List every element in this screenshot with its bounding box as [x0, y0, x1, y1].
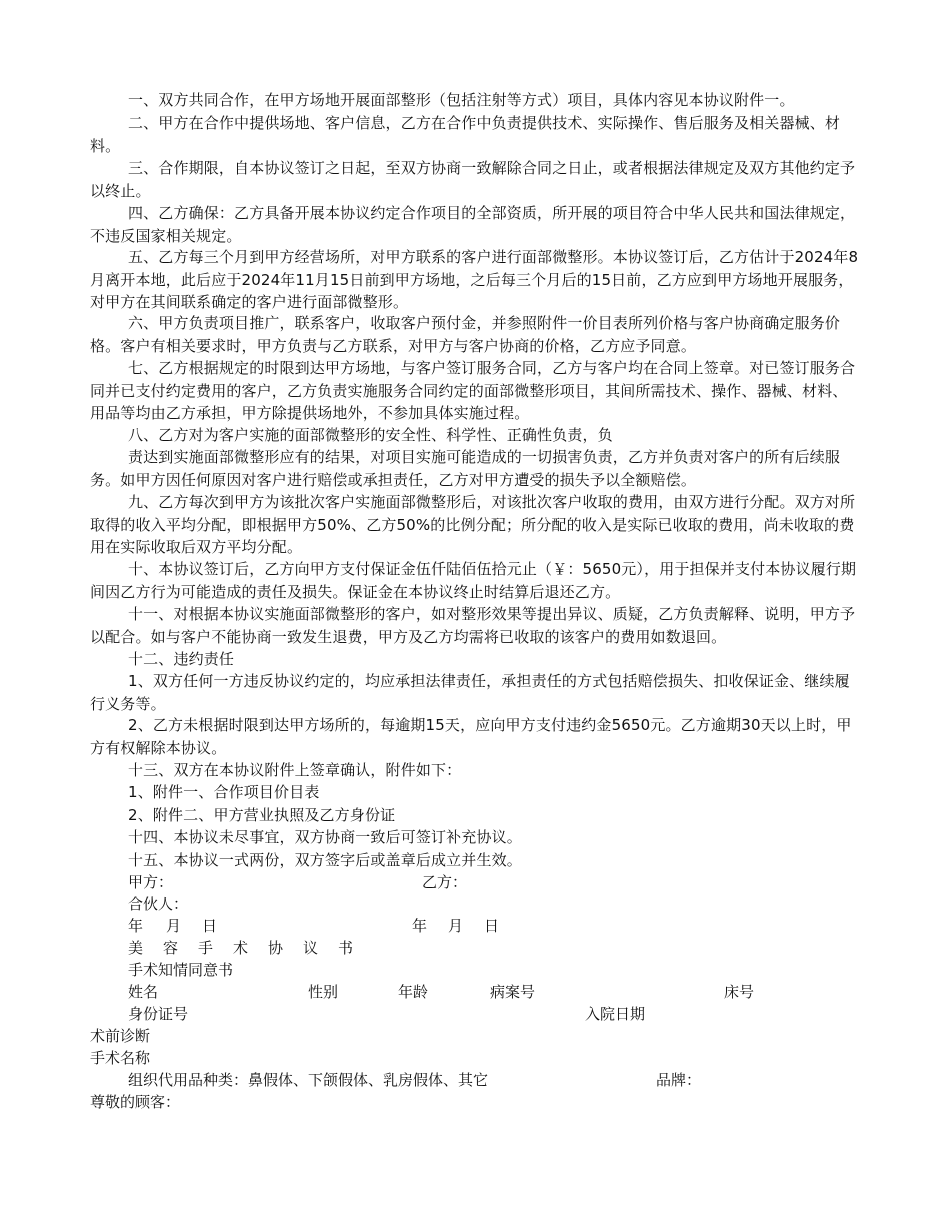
clause-14: 十四、本协议未尽事宜，双方协商一致后可签订补充协议。: [128, 828, 522, 846]
form-title: 美容手术协议书: [128, 939, 374, 957]
date-day-a: 日: [202, 917, 218, 935]
clause-13: 十三、双方在本协议附件上签章确认，附件如下：: [128, 761, 462, 779]
clause-12-heading: 十二、违约责任: [128, 650, 235, 668]
field-surgery-label: 手术名称: [90, 1049, 151, 1067]
field-name-label: 姓名: [128, 983, 159, 1001]
clause-10: 十、本协议签订后，乙方向甲方支付保证金伍仟陆佰伍拾元止（￥：5650元），用于担保并支付本协议履行期间因乙方行为可能造成的责任及损失。保证金在本协议终止时结算后退还乙方。: [90, 560, 857, 601]
field-case-label: 病案号: [490, 983, 536, 1001]
clause-12-2: 2、乙方未根据时限到达甲方场所的，每逾期15天，应向甲方支付违约金5650元。乙方逾期30天以上时，甲方有权解除本协议。: [90, 716, 852, 757]
clause-11: 十一、对根据本协议实施面部微整形的客户，如对整形效果等提出异议、质疑，乙方负责解释、说明，甲方予以配合。如与客户不能协商一致发生退费，甲方及乙方均需将已收取的该客户的费用如数退回。: [90, 605, 856, 646]
date-year-b: 年: [412, 917, 428, 935]
clause-9: 九、乙方每次到甲方为该批次客户实施面部微整形后，对该批次客户收取的费用，由双方进行分配。双方对所取得的收入平均分配，即根据甲方50%、乙方50%的比例分配；所分配的收入是实际已收取的费用，尚未收取的费用在实际收取后双方平均分配。: [90, 493, 856, 557]
partner-label: 合伙人：: [128, 895, 189, 913]
party-a-label: 甲方：: [128, 873, 174, 891]
date-year-a: 年: [128, 917, 144, 935]
clause-5: 五、乙方每三个月到甲方经营场所，对甲方联系的客户进行面部微整形。本协议签订后，乙方估计于2024年8月离开本地，此后应于2024年11月15日前到甲方场地，之后每三个月后的15日前，乙方应到甲方场地开展服务，对甲方在其间联系确定的客户进行面部微整形。: [90, 248, 859, 312]
brand-label: 品牌：: [656, 1071, 702, 1089]
implant-types: 组织代用品种类：鼻假体、下颌假体、乳房假体、其它: [128, 1071, 489, 1089]
clause-7: 七、乙方根据规定的时限到达甲方场地，与客户签订服务合同，乙方与客户均在合同上签章。对已签订服务合同并已支付约定费用的客户，乙方负责实施服务合同约定的面部微整形项目，其间所需技术、操作、器械、材料、用品等均由乙方承担，甲方除提供场地外，不参加具体实施过程。: [90, 359, 856, 423]
field-id-label: 身份证号: [128, 1005, 189, 1023]
party-b-label: 乙方：: [422, 873, 468, 891]
consent-title: 手术知情同意书: [128, 961, 234, 979]
clause-8: 八、乙方对为客户实施的面部微整形的安全性、科学性、正确性负责，负: [128, 426, 613, 444]
clause-15: 十五、本协议一式两份，双方签字后或盖章后成立并生效。: [128, 851, 522, 869]
field-diagnosis-label: 术前诊断: [90, 1027, 151, 1045]
clause-12-1: 1、双方任何一方违反协议约定的，均应承担法律责任，承担责任的方式包括赔偿损失、扣收保证金、继续履行义务等。: [90, 672, 850, 713]
date-day-b: 日: [484, 917, 500, 935]
clause-4: 四、乙方确保：乙方具备开展本协议约定合作项目的全部资质，所开展的项目符合中华人民共和国法律规定，不违反国家相关规定。: [90, 204, 856, 245]
field-admit-label: 入院日期: [585, 1005, 646, 1023]
attachment-2: 2、附件二、甲方营业执照及乙方身份证: [128, 806, 396, 824]
clause-6: 六、甲方负责项目推广，联系客户，收取客户预付金，并参照附件一价目表所列价格与客户协商确定服务价格。客户有相关要求时，甲方负责与乙方联系，对甲方与客户协商的价格，乙方应予同意。: [90, 314, 841, 355]
clause-2: 二、甲方在合作中提供场地、客户信息，乙方在合作中负责提供技术、实际操作、售后服务及相关器械、材料。: [90, 114, 841, 155]
clause-3: 三、合作期限，自本协议签订之日起，至双方协商一致解除合同之日止，或者根据法律规定及双方其他约定予以终止。: [90, 159, 856, 200]
field-bed-label: 床号: [724, 983, 755, 1001]
greeting: 尊敬的顾客：: [90, 1093, 181, 1111]
date-month-a: 月: [166, 917, 182, 935]
field-age-label: 年龄: [398, 983, 429, 1001]
field-sex-label: 性别: [308, 983, 339, 1001]
date-month-b: 月: [448, 917, 464, 935]
attachment-1: 1、附件一、合作项目价目表: [128, 783, 320, 801]
clause-8-continued: 责达到实施面部微整形应有的结果，对项目实施可能造成的一切损害负责，乙方并负责对客户的所有后续服务。如甲方因任何原因对客户进行赔偿或承担责任，乙方对甲方遭受的损失予以全额赔偿。: [90, 448, 841, 489]
clause-1: 一、双方共同合作，在甲方场地开展面部整形（包括注射等方式）项目，具体内容见本协议附件一。: [128, 91, 795, 109]
